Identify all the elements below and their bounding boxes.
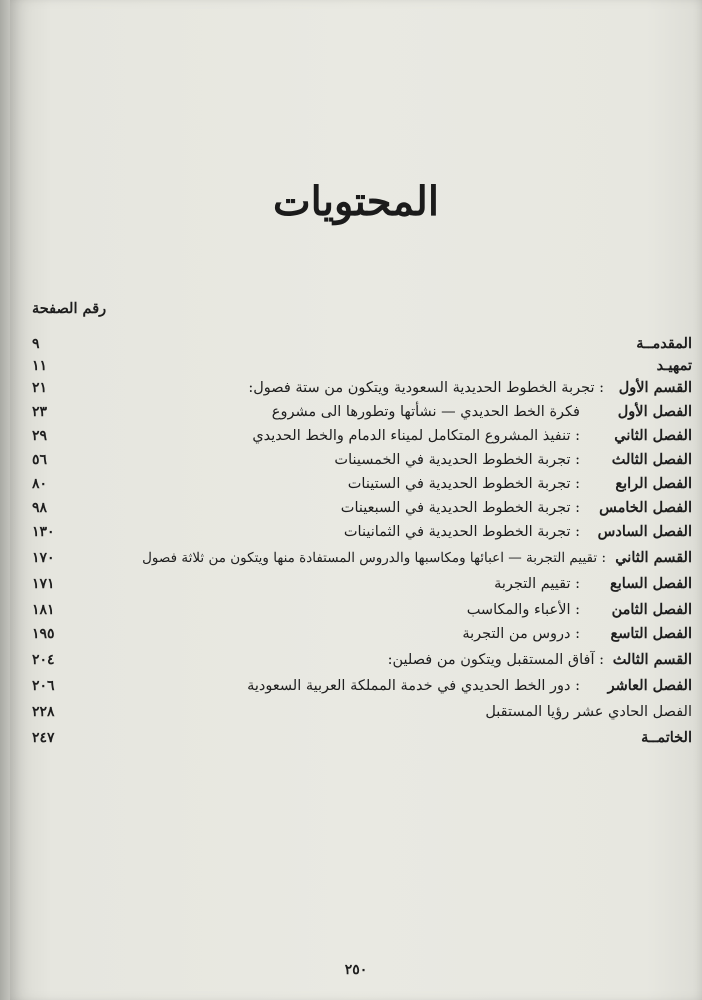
toc-entry-page: ٢٩ [32, 428, 48, 444]
toc-entry-page: ٢٤٧ [32, 730, 55, 746]
toc-entry-text: : تقييم التجربة — اعبائها ومكاسبها والدروس المستفادة منها ويتكون من ثلاثة فصول [142, 550, 606, 566]
toc-entry-page: ١١ [32, 358, 48, 374]
toc-entry [32, 520, 692, 544]
toc-entry [32, 700, 692, 724]
toc-entry [32, 332, 692, 356]
toc-entry-heading: الفصل الرابع [615, 475, 692, 492]
toc-entry [32, 572, 692, 596]
toc-entry-heading: الفصل السابع [610, 575, 692, 592]
toc-entry-heading: القسم الثاني [615, 549, 692, 566]
toc-entry-text: : دور الخط الحديدي في خدمة المملكة العربية السعودية [247, 678, 580, 694]
toc-entry [32, 622, 692, 646]
toc-entry-text: : تجربة الخطوط الحديدية في السبعينات [340, 500, 580, 516]
toc-entry-page: ٢٠٦ [32, 678, 55, 694]
toc-entry [32, 598, 692, 622]
toc-entry-page: ٢٠٤ [32, 652, 55, 668]
toc-entry-text: الفصل الحادي عشر رؤيا المستقبل [485, 704, 692, 720]
toc-entry-text: فكرة الخط الحديدي — نشأتها وتطورها الى مشروع [271, 404, 580, 420]
toc-entry-heading: الفصل العاشر [607, 677, 692, 694]
toc-entry [32, 546, 692, 570]
toc-entry-heading: القسم الثالث [612, 651, 692, 668]
toc-entry-text: : تنفيذ المشروع المتكامل لميناء الدمام والخط الحديدي [252, 428, 580, 444]
toc-entry-page: ١٣٠ [32, 524, 55, 540]
page-title: المحتويات [273, 178, 439, 225]
toc-entry-text: : تجربة الخطوط الحديدية في الخمسينات [334, 452, 580, 468]
toc-entry-heading: القسم الأول [618, 379, 692, 396]
toc-entry [32, 496, 692, 520]
toc-entry-text: : دروس من التجربة [462, 626, 580, 642]
toc-entry-text: : الأعباء والمكاسب [466, 602, 580, 618]
toc-entry-page: ١٩٥ [32, 626, 55, 642]
toc-entry-page: ١٨١ [32, 602, 55, 618]
toc-entry [32, 674, 692, 698]
toc-entry-page: ٢٢٨ [32, 704, 55, 720]
footer-page-number: ٢٥٠ [344, 962, 368, 978]
toc-entry-page: ١٧١ [32, 576, 55, 592]
toc-entry-heading: الفصل التاسع [610, 625, 692, 642]
toc-entry-heading: الفصل الثالث [611, 451, 692, 468]
toc-entry-heading: الخاتمــة [641, 729, 692, 746]
toc-entry-page: ٩ [32, 336, 40, 352]
toc-entry-heading: الفصل الخامس [599, 499, 692, 516]
toc-entry-page: ٩٨ [32, 500, 48, 516]
toc-entry-text: : تقييم التجربة [494, 576, 580, 592]
toc-entry [32, 354, 692, 378]
toc-entry-heading: الفصل الأول [617, 403, 692, 420]
book-page [10, 0, 702, 1000]
toc-entry-page: ٢١ [32, 380, 48, 396]
toc-entry [32, 472, 692, 496]
toc-entry-heading: الفصل السادس [597, 523, 692, 540]
toc-entry [32, 424, 692, 448]
toc-entry [32, 448, 692, 472]
toc-entry-heading: المقدمــة [636, 335, 692, 352]
toc-entry-text: : آفاق المستقبل ويتكون من فصلين: [387, 652, 604, 668]
toc-entry [32, 376, 692, 400]
toc-entry-text: : تجربة الخطوط الحديدية السعودية ويتكون من ستة فصول: [248, 380, 604, 396]
toc-entry-page: ٢٣ [32, 404, 48, 420]
toc-entry-heading: الفصل الثامن [611, 601, 692, 618]
toc-entry-page: ١٧٠ [32, 550, 55, 566]
toc-entry [32, 726, 692, 750]
toc-entry [32, 400, 692, 424]
toc-entry-page: ٥٦ [32, 452, 48, 468]
toc-entry-page: ٨٠ [32, 476, 48, 492]
toc-entry-heading: تمهيـد [656, 357, 692, 374]
toc-entry [32, 648, 692, 672]
toc-entry-heading: الفصل الثاني [614, 427, 692, 444]
page-number-column-header: رقم الصفحة [32, 300, 107, 317]
toc-entry-text: : تجربة الخطوط الحديدية في الثمانينات [343, 524, 580, 540]
toc-entry-text: : تجربة الخطوط الحديدية في الستينات [347, 476, 580, 492]
